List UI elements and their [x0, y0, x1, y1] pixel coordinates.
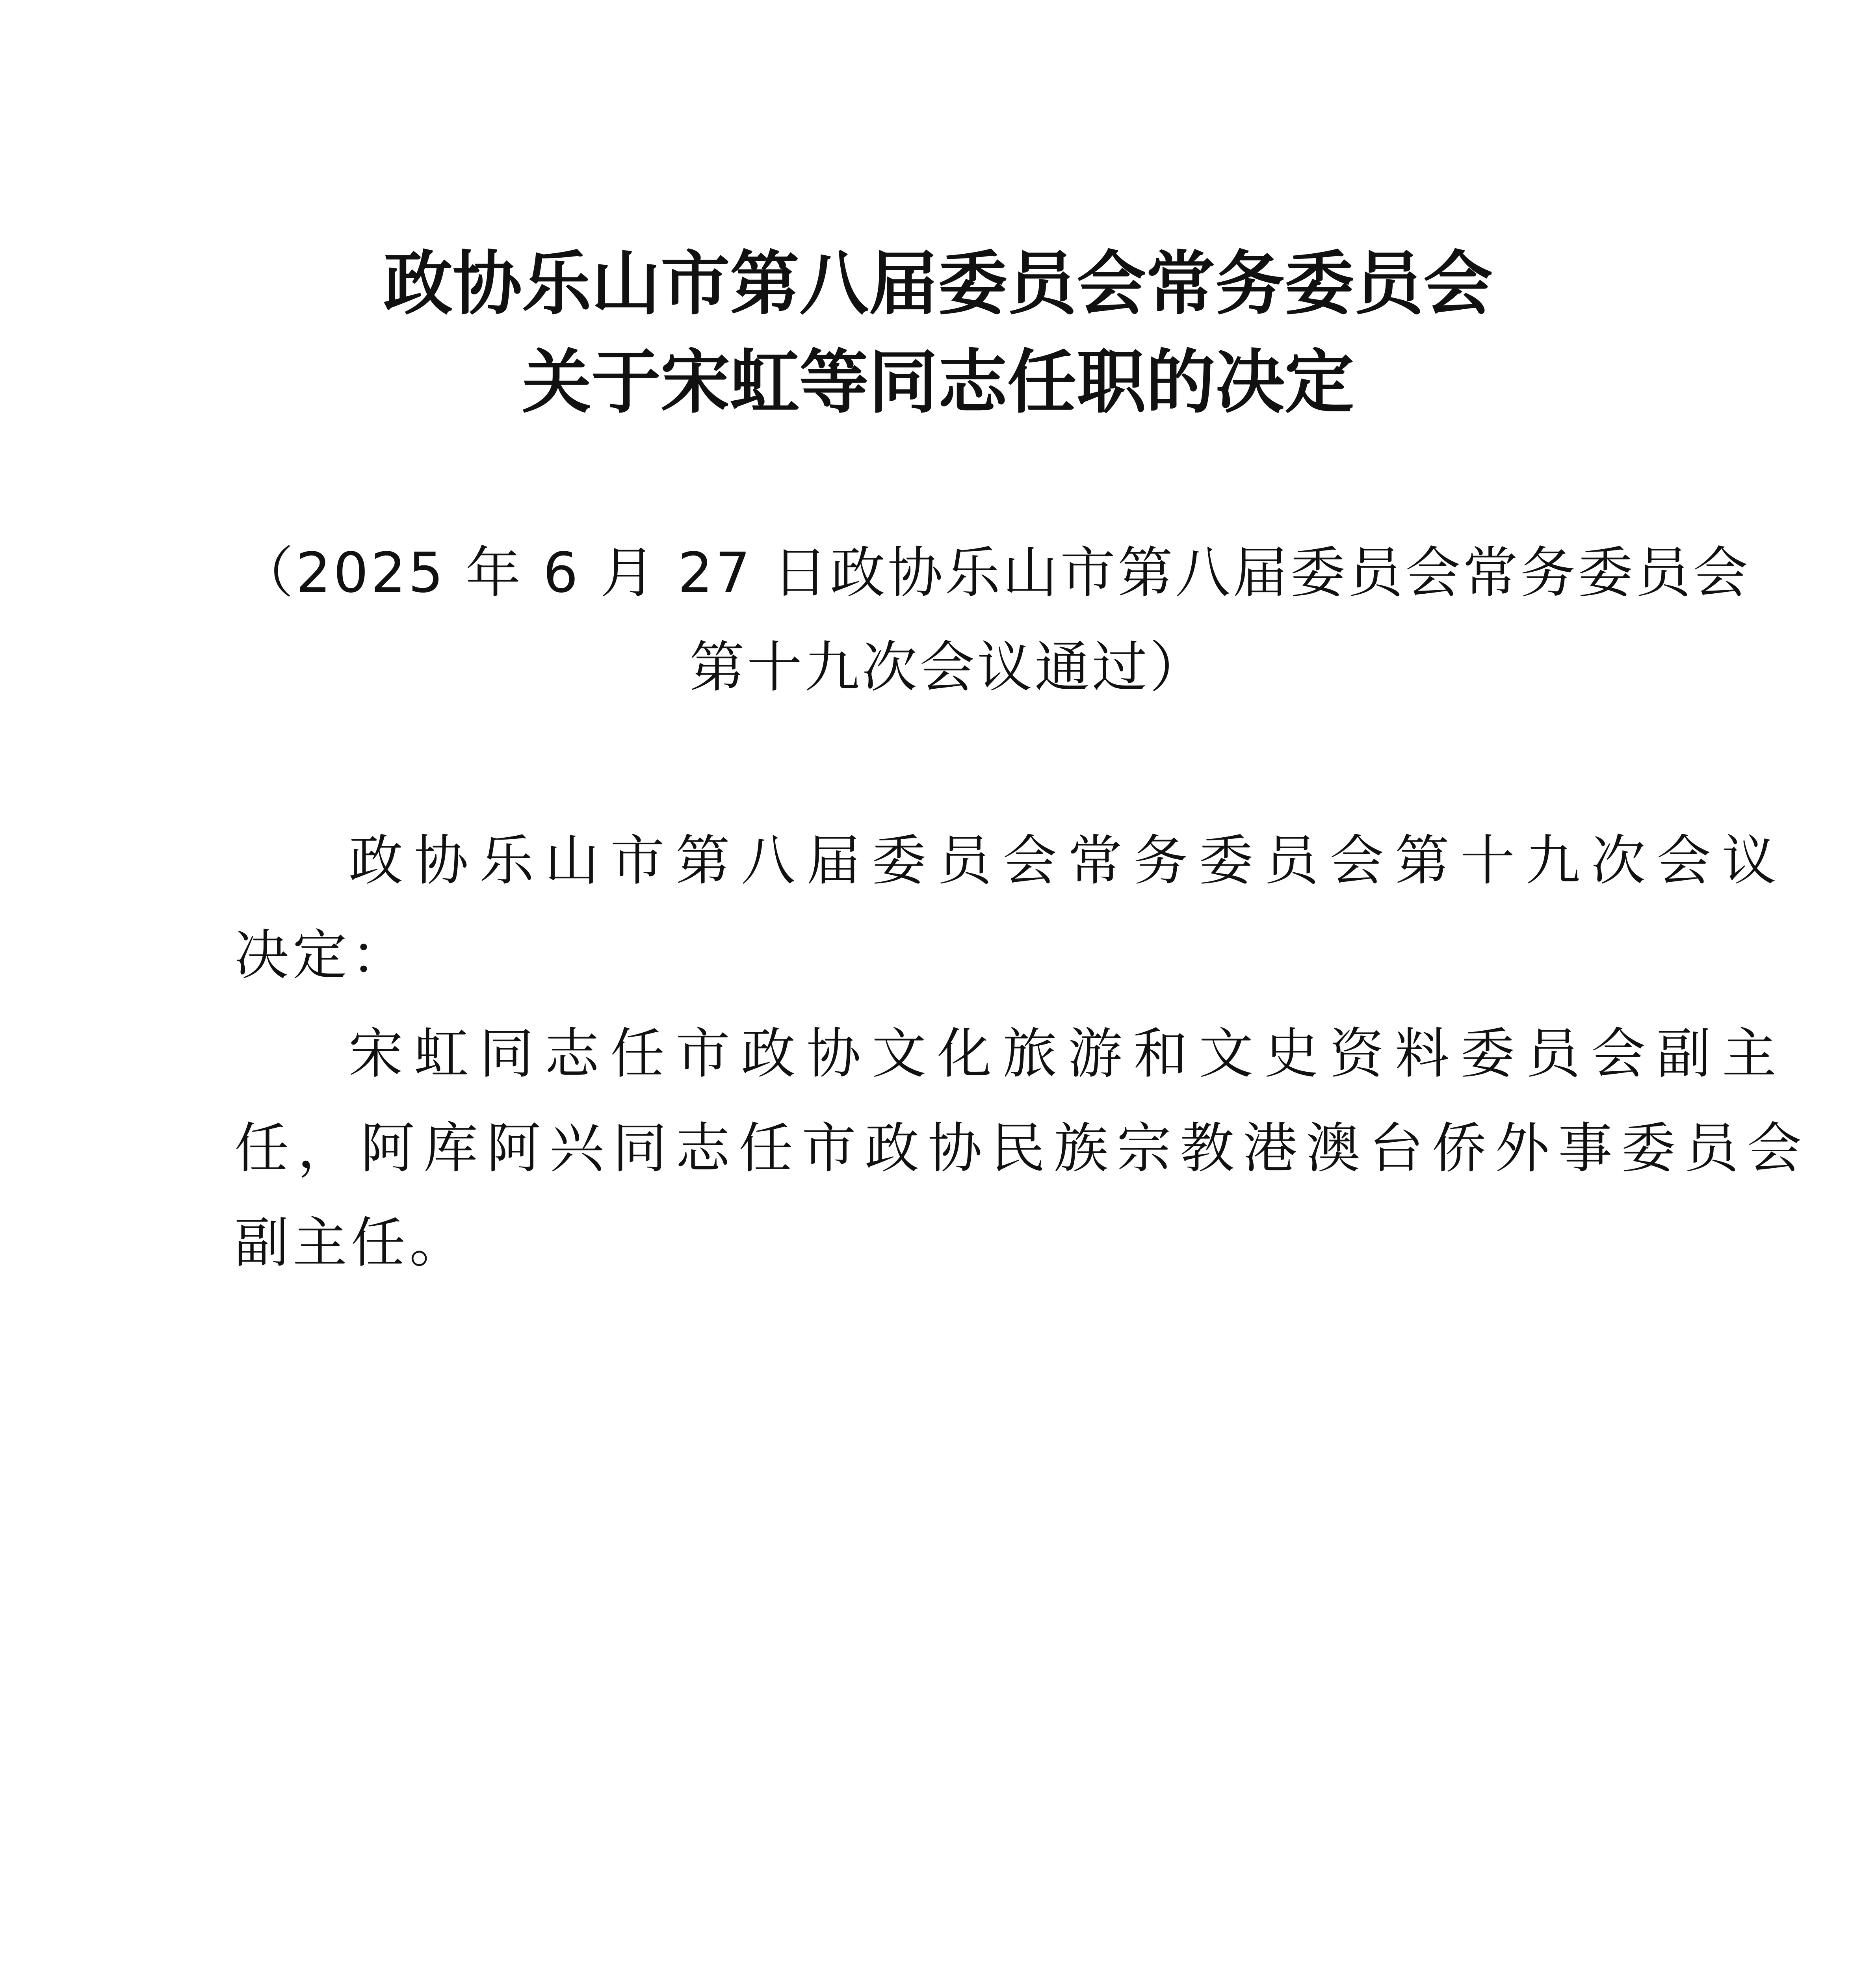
- paragraph-1-line-2: 决定：: [234, 924, 410, 987]
- adoption-note-line-1: （2025 年 6 月 27 日政协乐山市第八届委员会常务委员会: [238, 541, 1751, 605]
- paragraph-2-line-2: 任，阿库阿兴同志任市政协民族宗教港澳台侨外事委员会: [234, 1117, 1811, 1180]
- document-title-line-1: 政协乐山市第八届委员会常务委员会: [383, 243, 1493, 324]
- paragraph-1-line-1: 政协乐山市第八届委员会常务委员会第十九次会议: [349, 829, 1788, 892]
- document-title-line-2: 关于宋虹等同志任职的决定: [522, 341, 1354, 423]
- paragraph-2-line-1: 宋虹同志任市政协文化旅游和文史资料委员会副主: [349, 1022, 1788, 1085]
- adoption-note-line-2: 第十九次会议通过）: [689, 636, 1207, 700]
- paragraph-2-line-3: 副主任。: [234, 1211, 468, 1275]
